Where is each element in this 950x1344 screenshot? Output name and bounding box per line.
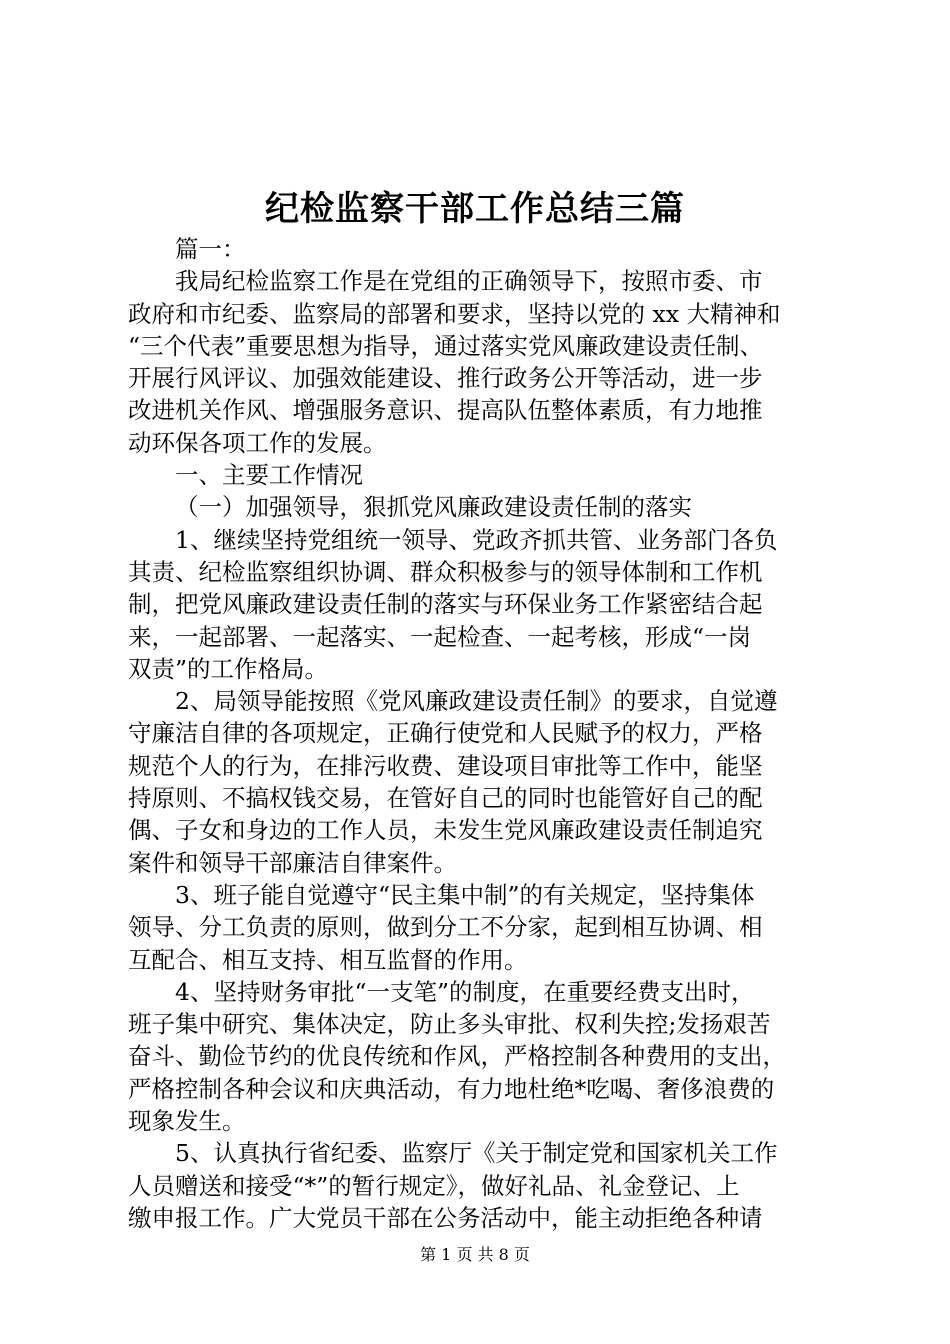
document-line: 改进机关作风、增强服务意识、提高队伍整体素质，有力地推 <box>128 396 763 425</box>
document-line: 领导、分工负责的原则，做到分工不分家，起到相互协调、相 <box>128 913 763 942</box>
document-line: 3、班子能自觉遵守“民主集中制”的有关规定，坚持集体 <box>175 880 755 909</box>
document-line: 双责”的工作格局。 <box>128 654 329 683</box>
document-line: 持原则、不搞权钱交易，在管好自己的同时也能管好自己的配 <box>128 784 763 813</box>
document-line: 篇一： <box>175 235 246 263</box>
document-line: 制，把党风廉政建设责任制的落实与环保业务工作紧密结合起 <box>128 590 763 619</box>
document-title: 纪检监察干部工作总结三篇 <box>265 189 685 229</box>
document-line: 偶、子女和身边的工作人员，未发生党风廉政建设责任制追究 <box>128 816 763 845</box>
document-line: 人员赠送和接受“*”的暂行规定》，做好礼品、礼金登记、上 <box>128 1171 740 1200</box>
document-line: 班子集中研究、集体决定，防止多头审批、权利失控;发扬艰苦 <box>128 1010 771 1039</box>
document-line: 4、坚持财务审批“一支笔”的制度，在重要经费支出时， <box>175 977 755 1006</box>
document-line: “三个代表”重要思想为指导，通过落实党风廉政建设责任制、 <box>128 331 764 360</box>
document-line: 2、局领导能按照《党风廉政建设责任制》的要求，自觉遵 <box>175 687 778 716</box>
document-line: 1、继续坚持党组统一领导、党政齐抓共管、业务部门各负 <box>175 525 778 554</box>
document-line: 案件和领导干部廉洁自律案件。 <box>128 848 457 877</box>
document-line: 来，一起部署、一起落实、一起检查、一起考核，形成“一岗 <box>128 622 752 651</box>
document-line: 其责、纪检监察组织协调、群众积极参与的领导体制和工作机 <box>128 557 763 586</box>
document-line: 互配合、相互支持、相互监督的作用。 <box>128 945 528 974</box>
document-line: （一）加强领导，狠抓党风廉政建设责任制的落实 <box>175 493 692 522</box>
page-footer: 第 1 页 共 8 页 <box>420 1245 530 1264</box>
document-line: 规范个人的行为，在排污收费、建设项目审批等工作中，能坚 <box>128 751 763 780</box>
document-line: 开展行风评议、加强效能建设、推行政务公开等活动，进一步 <box>128 364 763 393</box>
document-line: 守廉洁自律的各项规定，正确行使党和人民赋予的权力，严格 <box>128 719 763 748</box>
document-line: 现象发生。 <box>128 1107 246 1136</box>
document-line: 我局纪检监察工作是在党组的正确领导下，按照市委、市 <box>175 267 763 296</box>
document-line: 动环保各项工作的发展。 <box>128 428 387 457</box>
document-line: 缴申报工作。广大党员干部在公务活动中，能主动拒绝各种请 <box>128 1203 763 1232</box>
document-line: 政府和市纪委、监察局的部署和要求，坚持以党的 xx 大精神和 <box>128 299 781 328</box>
document-line: 严格控制各种会议和庆典活动，有力地杜绝*吃喝、奢侈浪费的 <box>128 1074 775 1103</box>
document-line: 一、主要工作情况 <box>175 461 363 490</box>
document-line: 奋斗、勤俭节约的优良传统和作风，严格控制各种费用的支出， <box>128 1042 786 1071</box>
document-line: 5、认真执行省纪委、监察厅《关于制定党和国家机关工作 <box>175 1139 778 1168</box>
document-body <box>128 233 834 1234</box>
